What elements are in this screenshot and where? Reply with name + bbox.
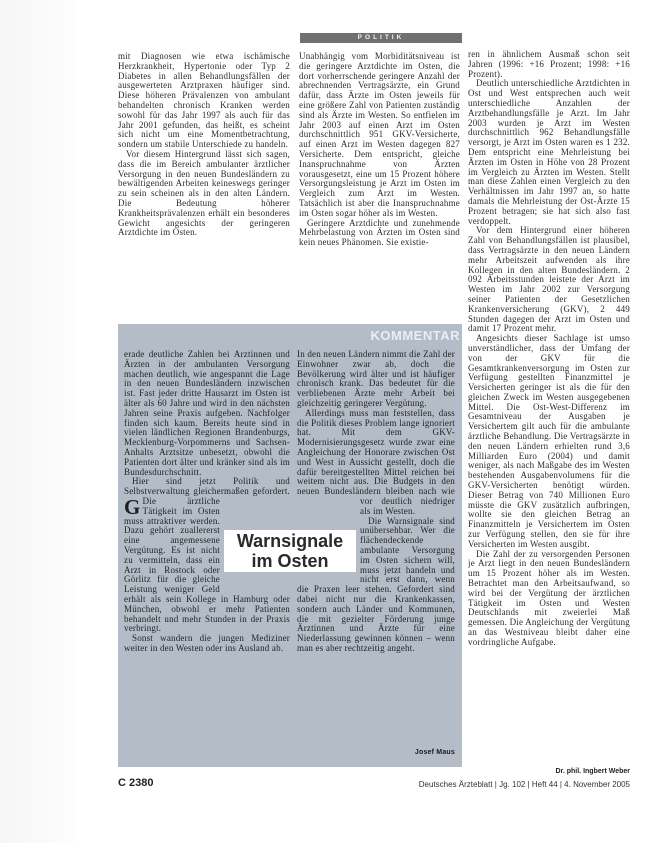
article-paragraph: Geringere Arztdichte und zunehmende Mehrbelastung von Ärzten im Osten sind kein neues Phänomen. Sie existie- bbox=[299, 217, 460, 248]
article-paragraph: mit Diagnosen wie etwa ischämische Herzkrankheit, Hypertonie oder Typ 2 Diabetes in allen Behandlungsfällen der ausgewerteten Arztpraxen häufiger sind. Diese höheren Prävalenzen von ambulant behandelten chronisch Kranken werden sowohl für das Jahr 1997 als auch für das Jahr 2001 gefunden, das heißt, es scheint sich nicht um eine Momentbetrachtung, sondern um stabile Unterschiede zu handeln. bbox=[118, 52, 290, 150]
article-paragraph: Angesichts dieser Sachlage ist umso unverständlicher, dass der Umfang der von der GKV für die Gesamtkrankenversorgung im Osten zur Verfügung gestellten Finanzmittel je Versicherten geringer ist als die für den gleichen Zweck im Westen ausgegebenen Mittel. Die Ost-West-Differenz im Gesamtniveau der Ausgaben je Versichertem gilt auch für die ambulante ärztliche Behandlung. Die Vertragsärzte in den neuen Ländern erhielten rund 3,6 Milliarden Euro (2004) und damit weniger, als nach Maßgabe des im Westen bestehenden Ausgabenvolumens für die GKV-Versicherten benötigt würden. Dieser Betrag von 740 Millionen Euro müsste die GKV zusätzlich aufbringen, wollte sie den gleichen Betrag an Finanzmitteln je Versichertem im Osten zur Verfügung stellen, den sie für ihre Versicherten im Westen ausgibt. bbox=[468, 333, 630, 549]
kommentar-paragraph: Sonst wandern die jungen Mediziner weiter in den Westen oder ins Ausland ab. bbox=[124, 633, 290, 653]
journal-footer: Deutsches Ärzteblatt | Jg. 102 | Heft 44 | 4. November 2005 bbox=[418, 780, 630, 789]
page-edge-shadow bbox=[0, 0, 76, 843]
article-column-3 bbox=[468, 50, 630, 765]
article-column-1 bbox=[118, 52, 290, 318]
kommentar-author: Josef Maus bbox=[414, 749, 455, 756]
article-paragraph: Vor diesem Hintergrund lässt sich sagen, dass die im Bereich ambulanter ärztlicher Versorgung in den neuen Bundesländern zu bewältigenden Arbeiten keineswegs geringer zu sein scheinen als in den alten Ländern. Die Bedeutung höherer Krankheitsprävalenzen erhält ein besonderes Gewicht angesichts der geringeren Arztdichte im Osten. bbox=[118, 148, 290, 238]
article-paragraph: Deutlich unterschiedliche Arztdichten in Ost und West entsprechen auch weit unterschiedliche Anzahlen der Arztbehandlungsfälle je Arzt. Im Jahr 2003 wurden je Arzt im Westen durchschnittlich 962 Behandlungsfälle versorgt, je Arzt im Osten waren es 1 232. Dem entspricht eine Mehrleistung bei Ärzten im Osten in Höhe von 28 Prozent im Vergleich zu Ärzten im Westen. Stellt man diese Zahlen einen Vergleich zu den Verhältnissen im Jahr 1997 an, so hatte damals die Mehrleistung der Ost-Ärzte 15 Prozent betragen; sie hat sich also fast verdoppelt. bbox=[468, 78, 630, 226]
kommentar-title-line-2: im Osten bbox=[251, 551, 329, 571]
kommentar-title-line-1: Warnsignale bbox=[236, 531, 344, 551]
article-paragraph: Vor dem Hintergrund einer höheren Zahl von Behandlungsfällen ist plausibel, dass Vertragsärzte in den neuen Ländern mehr Arbeitszeit aufwenden als ihre Kollegen in den alten Bundesländern. 2 092 Arbeitsstunden leistete der Arzt im Westen im Jahr 2002 zur Versorgung seiner Patienten der Gesetzlichen Krankenversicherung (GKV), 2 449 Stunden dagegen der Arzt im Osten und damit 17 Prozent mehr. bbox=[468, 225, 630, 334]
kommentar-paragraph: Gerade deutliche Zahlen bei Ärztinnen und Ärzten in der ambulanten Versorgung machen deutlich, wie angespannt die Lage in den neuen Bundesländern inzwischen ist. Fast jeder dritte Hausarzt im Osten ist älter als 60 Jahre und wird in den nächsten Jahren seine Praxis aufgeben. Nachfolger finden sich kaum. Bereits heute sind in vielen ländlichen Regionen Brandenburgs, Mecklenburg-Vorpommerns und Sachsen-Anhalts Arztsitze unbesetzt, obwohl die Patienten dort älter und kränker sind als im Bundesdurchschnitt. bbox=[124, 350, 290, 519]
article-column-2 bbox=[299, 52, 460, 318]
article-paragraph: ren in ähnlichem Ausmaß schon seit Jahren (1996: +16 Prozent; 1998: +16 Prozent). bbox=[468, 50, 630, 79]
article-author: Dr. phil. Ingbert Weber bbox=[555, 768, 630, 775]
kommentar-label: KOMMENTAR bbox=[370, 328, 460, 343]
kommentar-paragraph: Die Warnsignale sind unübersehbar. Wer die flächendeckende ambulante Versorgung im Osten sichern will, muss jetzt handeln und nicht erst dann, wenn die Praxen leer stehen. Gefordert sind dabei nicht nur die Krankenkassen, sondern auch Länder und Kommunen, die mit gezielter Förderung junge Ärztinnen und Ärzte für eine Niederlassung gewinnen können – wenn man es aber rechtzeitig angeht. bbox=[297, 515, 455, 653]
article-paragraph: Unabhängig vom Morbiditätsniveau ist die geringere Arztdichte im Osten, die dort vorherrschende geringere Anzahl der abrechnenden Vertragsärzte, ein Grund dafür, dass Ärzte im Osten jeweils für eine größere Zahl von Patienten zuständig sind als Ärzte im Westen. So entfielen im Jahr 2003 auf einen Arzt im Osten durchschnittlich 951 GKV-Versicherte, auf einen Arzt im Westen dagegen 827 Versicherte. Dem entspricht, gleiche Inanspruchnahme von Ärzten vorausgesetzt, eine um 15 Prozent höhere Versorgungsleistung je Arzt im Osten im Vergleich zum Arzt im Westen. Tatsächlich ist aber die Inanspruchnahme im Osten sogar höher als im Westen. bbox=[299, 52, 460, 218]
page-number: C 2380 bbox=[118, 777, 154, 789]
kommentar-title bbox=[224, 530, 356, 572]
kommentar-box bbox=[118, 324, 462, 767]
kommentar-paragraph: In den neuen Ländern nimmt die Zahl der Einwohner zwar ab, doch die Bevölkerung wird älter und ist häufiger chronisch krank. Das bedeutet für die verbliebenen Ärzte mehr Arbeit bei gleichzeitig geringerer Vergütung. bbox=[297, 350, 455, 408]
article-paragraph: Die Zahl der zu versorgenden Personen je Arzt liegt in den neuen Bundesländern um 15 Prozent höher als im Westen. Betrachtet man den Arbeitsaufwand, so wird bei der Vergütung der ärztlichen Tätigkeit im Osten und Westen Deutschlands mit zweierlei Maß gemessen. Die Angleichung der Vergütung an das Westniveau bleibt daher eine vordringliche Aufgabe. bbox=[468, 548, 630, 647]
section-header-bar: POLITIK bbox=[300, 33, 462, 43]
kommentar-paragraph: Allerdings muss man feststellen, dass die Politik dieses Problem lange ignoriert hat. Mit dem GKV-Modernisierungsgesetz wurde zwar eine Angleichung der Honorare zwischen Ost und West in Aussicht gestellt, doch die dafür bereitgestellten Mittel reichen bei weitem nicht aus. Die Budgets in den neuen Bundesländern bleiben nach wie vor deutlich niedriger als im Westen. bbox=[297, 407, 455, 516]
kommentar-paragraph: Hier sind jetzt Politik und Selbstverwaltung gleichermaßen gefordert. Die ärztliche Tätigkeit im Osten muss attraktiver werden. Dazu gehört zuallererst eine angemessene Vergütung. Es ist nicht zu vermitteln, dass ein Arzt in Rostock oder Görlitz für die gleiche Leistung weniger Geld erhält als sein Kollege in Hamburg oder München, obwohl er mehr Patienten behandelt und mehr Stunden in der Praxis verbringt. bbox=[124, 476, 290, 634]
